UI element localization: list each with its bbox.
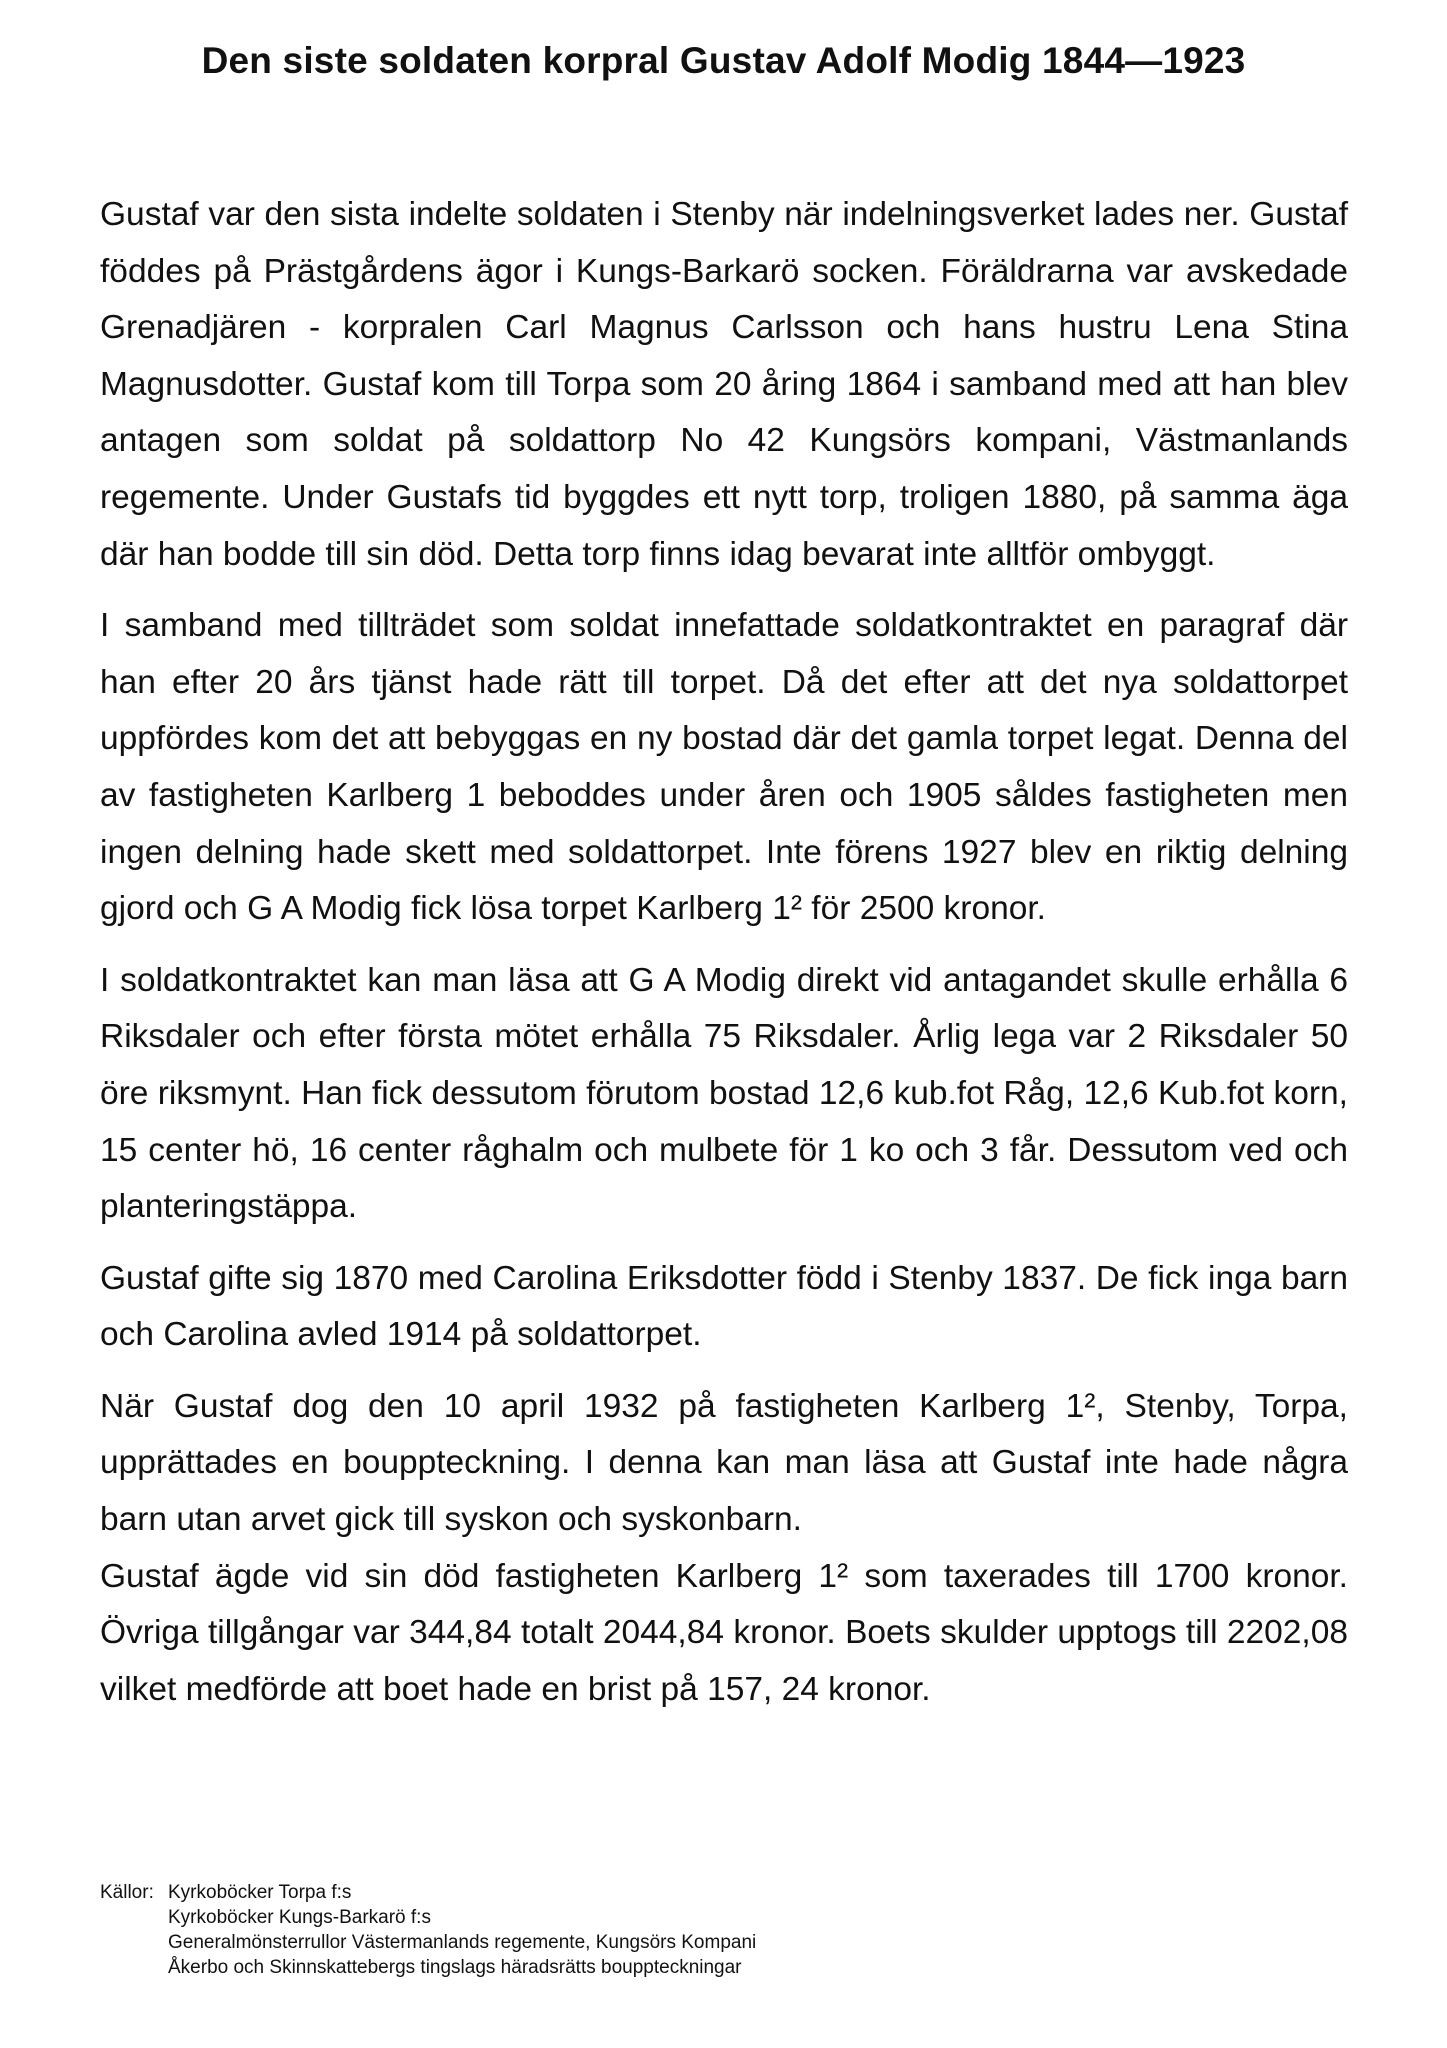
paragraph-3: I soldatkontraktet kan man läsa att G A Modig direkt vid antagandet skulle erhålla 6 Riksdaler och efter första mötet erhålla 75 Riksdaler. Årlig lega var 2 Riksdaler 50 öre riksmynt. Han fick dessutom förutom bostad 12,6 kub.fot Råg, 12,6 Kub.fot korn, 15 center hö, 16 center råghalm och mulbete för 1 ko och 3 får. Dessutom ved och planteringstäppa. [100, 961, 1348, 1226]
paragraph-5: När Gustaf dog den 10 april 1932 på fastigheten Karlberg 1², Stenby, Torpa, upprättades en bouppteckning. I denna kan man läsa att Gustaf inte hade några barn utan arvet gick till syskon och syskonbarn. [100, 1387, 1348, 1539]
sources-list [168, 1880, 1068, 1980]
source-item: Kyrkoböcker Torpa f:s [168, 1882, 352, 1903]
paragraph-1: Gustaf var den sista indelte soldaten i Stenby när indelningsverket lades ner. Gustaf föddes på Prästgårdens ägor i Kungs-Barkarö socken. Föräldrarna var avskedade Grenadjären - korpralen Carl Magnus Carlsson och hans hustru Lena Stina Magnusdotter. Gustaf kom till Torpa som 20 åring 1864 i samband med att han blev antagen som soldat på soldattorp No 42 Kungsörs kompani, Västmanlands regemente. Under Gustafs tid byggdes ett nytt torp, troligen 1880, på samma äga där han bodde till sin död. Detta torp finns idag bevarat inte alltför ombyggt. [100, 196, 1348, 573]
source-item: Åkerbo och Skinnskattebergs tingslags häradsrätts bouppteckningar [168, 1957, 742, 1978]
paragraph-6: Gustaf ägde vid sin död fastigheten Karlberg 1² som taxerades till 1700 kronor. Övriga tillgångar var 344,84 totalt 2044,84 kronor. Boets skulder upptogs till 2202,08 vilket medförde att boet hade en brist på 157, 24 kronor. [100, 1557, 1348, 1708]
body-text [100, 187, 1348, 1733]
source-item: Kyrkoböcker Kungs-Barkarö f:s [168, 1907, 431, 1928]
paragraph-4: Gustaf gifte sig 1870 med Carolina Eriksdotter född i Stenby 1837. De fick inga barn och Carolina avled 1914 på soldattorpet. [100, 1259, 1348, 1354]
sources-label: Källor: [100, 1882, 154, 1903]
paragraph-2: I samband med tillträdet som soldat innefattade soldatkontraktet en paragraf där han efter 20 års tjänst hade rätt till torpet. Då det efter att det nya soldattorpet uppfördes kom det att bebyggas en ny bostad där det gamla torpet legat. Denna del av fastigheten Karlberg 1 beboddes under åren och 1905 såldes fastigheten men ingen delning hade skett med soldattorpet. Inte förens 1927 blev en riktig delning gjord och G A Modig fick lösa torpet Karlberg 1² för 2500 kronor. [100, 607, 1348, 928]
page-title: Den siste soldaten korpral Gustav Adolf Modig 1844—1923 [201, 40, 1246, 81]
source-item: Generalmönsterrullor Västermanlands regemente, Kungsörs Kompani [168, 1932, 757, 1953]
